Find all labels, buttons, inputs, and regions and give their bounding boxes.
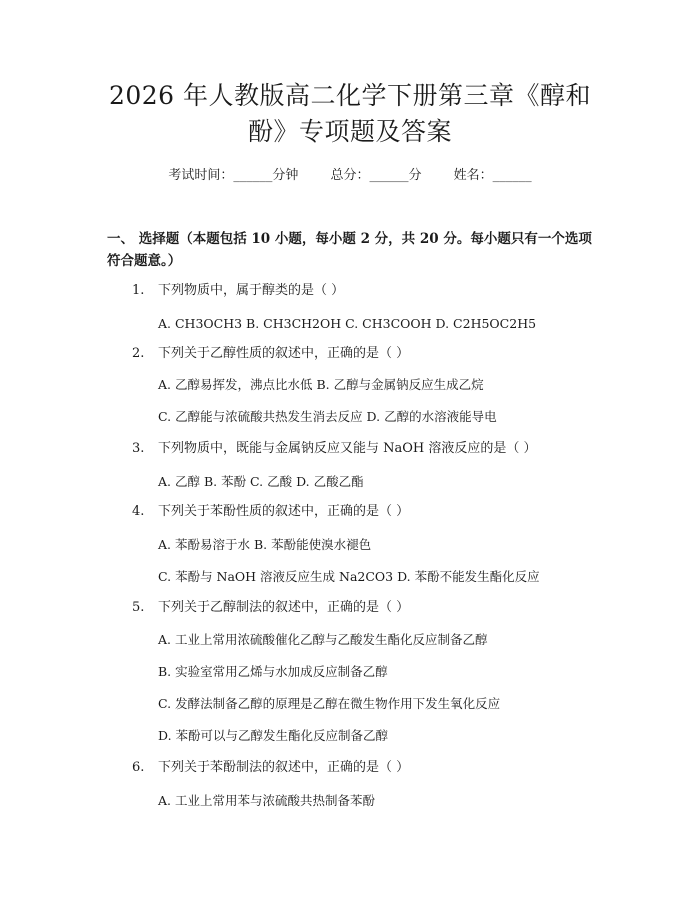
exam-score: 总分：______分 <box>330 168 422 183</box>
question-5-option-c: C. 发酵法制备乙醇的原理是乙醇在微生物作用下发生氧化反应 <box>158 696 501 711</box>
question-5 <box>132 598 612 618</box>
question-4-options-cd: C. 苯酚与 NaOH 溶液反应生成 Na2CO3 D. 苯酚不能发生酯化反应 <box>158 569 540 584</box>
question-text: 下列关于乙醇制法的叙述中，正确的是（ ） <box>158 600 410 615</box>
question-2-options-cd: C. 乙醇能与浓硫酸共热发生消去反应 D. 乙醇的水溶液能导电 <box>158 409 497 424</box>
question-number: 3. <box>132 441 145 456</box>
question-4-options-ab: A. 苯酚易溶于水 B. 苯酚能使溴水褪色 <box>158 537 372 552</box>
question-text: 下列关于苯酚制法的叙述中，正确的是（ ） <box>158 760 410 775</box>
question-1-options: A. CH3OCH3 B. CH3CH2OH C. CH3COOH D. C2H5OC2H5 <box>158 316 537 331</box>
section-header: 一、 选择题（本题包括 10 小题，每小题 2 分，共 20 分。每小题只有一个选项符合题意。） <box>107 231 592 269</box>
exam-name: 姓名：______ <box>453 168 532 183</box>
question-1 <box>132 281 612 301</box>
title-line-1: 2026 年人教版高二化学下册第三章《醇和 <box>108 81 592 110</box>
question-text: 下列物质中，既能与金属钠反应又能与 NaOH 溶液反应的是（ ） <box>158 441 537 456</box>
question-number: 2. <box>132 346 145 361</box>
question-text: 下列物质中，属于醇类的是（ ） <box>158 283 345 298</box>
exam-info <box>0 166 700 186</box>
question-number: 5. <box>132 600 145 615</box>
question-text: 下列关于乙醇性质的叙述中，正确的是（ ） <box>158 346 410 361</box>
question-2 <box>132 344 612 364</box>
question-number: 4. <box>132 504 145 519</box>
question-number: 1. <box>132 283 145 298</box>
question-6 <box>132 758 612 778</box>
question-6-option-a: A. 工业上常用苯与浓硫酸共热制备苯酚 <box>158 793 375 808</box>
question-text: 下列关于苯酚性质的叙述中，正确的是（ ） <box>158 504 410 519</box>
question-3 <box>132 439 612 459</box>
document-title <box>60 78 640 150</box>
question-4 <box>132 502 612 522</box>
title-line-2: 酚》专项题及答案 <box>247 117 452 146</box>
question-3-options: A. 乙醇 B. 苯酚 C. 乙酸 D. 乙酸乙酯 <box>158 474 364 489</box>
question-5-option-b: B. 实验室常用乙烯与水加成反应制备乙醇 <box>158 664 388 679</box>
question-5-option-a: A. 工业上常用浓硫酸催化乙醇与乙酸发生酯化反应制备乙醇 <box>158 632 488 647</box>
question-2-options-ab: A. 乙醇易挥发，沸点比水低 B. 乙醇与金属钠反应生成乙烷 <box>158 377 484 392</box>
question-number: 6. <box>132 760 145 775</box>
exam-time: 考试时间：______分钟 <box>168 168 299 183</box>
question-5-option-d: D. 苯酚可以与乙醇发生酯化反应制备乙醇 <box>158 728 389 743</box>
